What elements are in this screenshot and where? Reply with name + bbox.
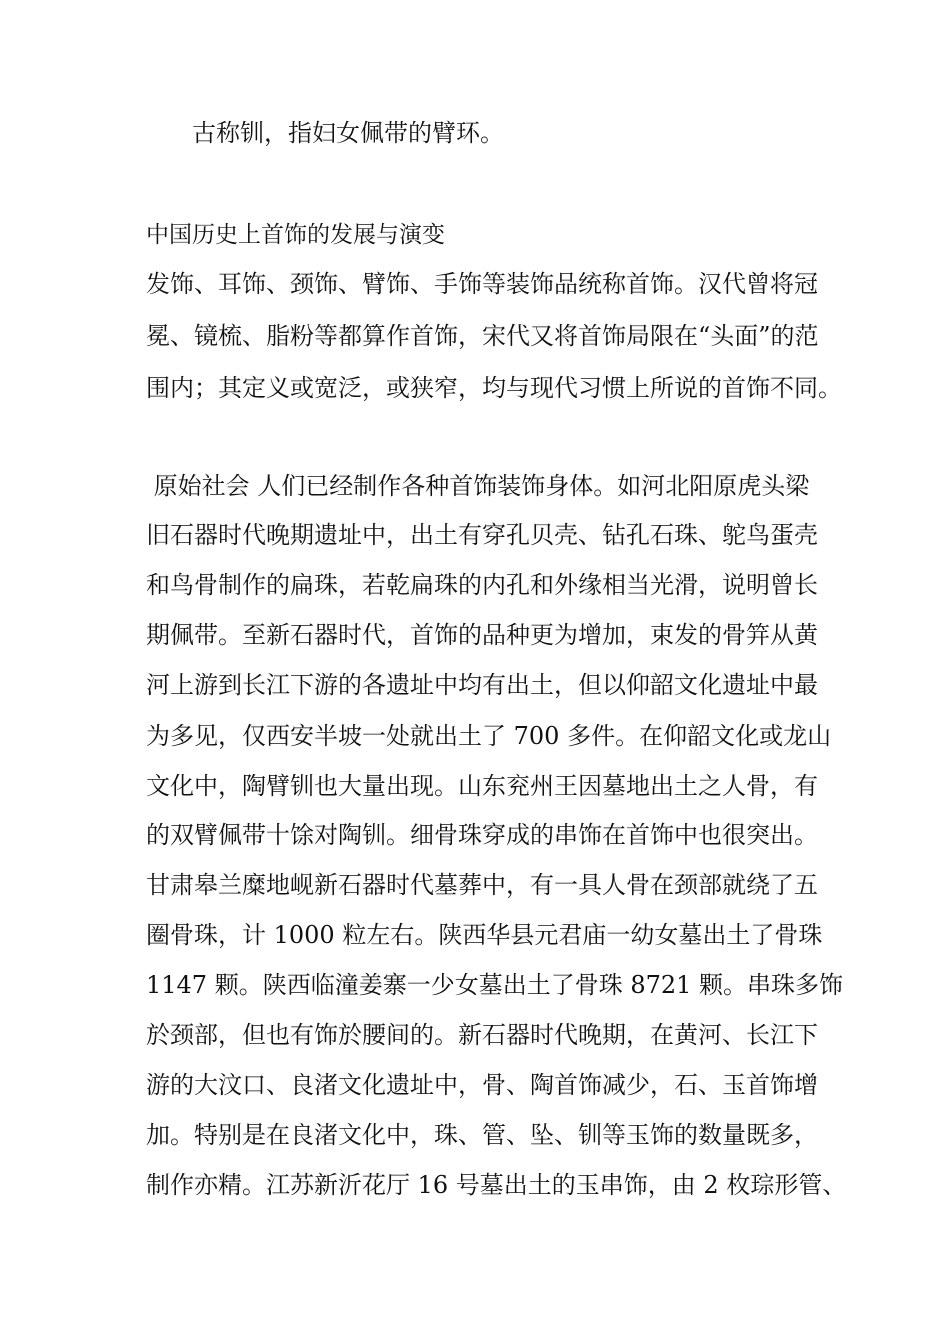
paragraph-line: 期佩带。至新石器时代，首饰的品种更为增加，束发的骨笄从黄 [146, 621, 818, 649]
paragraph-line: 为多见，仅西安半坡一处就出土了 700 多件。在仰韶文化或龙山 [146, 722, 832, 750]
paragraph-line: 制作亦精。江苏新沂花厅 16 号墓出土的玉串饰，由 2 枚琮形管、 [146, 1171, 847, 1199]
paragraph-line: 河上游到长江下游的各遗址中均有出土，但以仰韶文化遗址中最 [146, 671, 818, 699]
paragraph-line: 发饰、耳饰、颈饰、臂饰、手饰等装饰品统称首饰。汉代曾将冠 [146, 270, 818, 298]
paragraph-line: 加。特别是在良渚文化中，珠、管、坠、钏等玉饰的数量既多， [146, 1121, 818, 1149]
paragraph-line: 原始社会 人们已经制作各种首饰装饰身体。如河北阳原虎头梁 [146, 472, 810, 500]
paragraph-line: 和鸟骨制作的扁珠，若乾扁珠的内孔和外缘相当光滑，说明曾长 [146, 571, 818, 599]
paragraph-line: 的双臂佩带十馀对陶钏。细骨珠穿成的串饰在首饰中也很突出。 [146, 821, 818, 849]
paragraph-line: 甘肃皋兰糜地岘新石器时代墓葬中，有一具人骨在颈部就绕了五 [146, 871, 818, 899]
paragraph-line: 1147 颗。陕西临潼姜寨一少女墓出土了骨珠 8721 颗。串珠多饰 [146, 971, 844, 999]
paragraph-line: 文化中，陶臂钏也大量出现。山东兖州王因墓地出土之人骨，有 [146, 772, 818, 800]
intro-line: 古称钏，指妇女佩带的臂环。 [192, 119, 504, 147]
paragraph-line: 於颈部，但也有饰於腰间的。新石器时代晚期，在黄河、长江下 [146, 1021, 818, 1049]
section-heading: 中国历史上首饰的发展与演变 [146, 222, 445, 248]
paragraph-line: 旧石器时代晚期遗址中，出土有穿孔贝壳、钻孔石珠、鸵鸟蛋壳 [146, 521, 818, 549]
paragraph-line: 冕、镜梳、脂粉等都算作首饰，宋代又将首饰局限在“头面”的范 [146, 322, 819, 350]
paragraph-line: 围内；其定义或宽泛，或狭窄，均与现代习惯上所说的首饰不同。 [146, 374, 842, 402]
paragraph-line: 圈骨珠，计 1000 粒左右。陕西华县元君庙一幼女墓出土了骨珠 [146, 921, 823, 949]
paragraph-line: 游的大汶口、良渚文化遗址中，骨、陶首饰减少，石、玉首饰增 [146, 1071, 818, 1099]
